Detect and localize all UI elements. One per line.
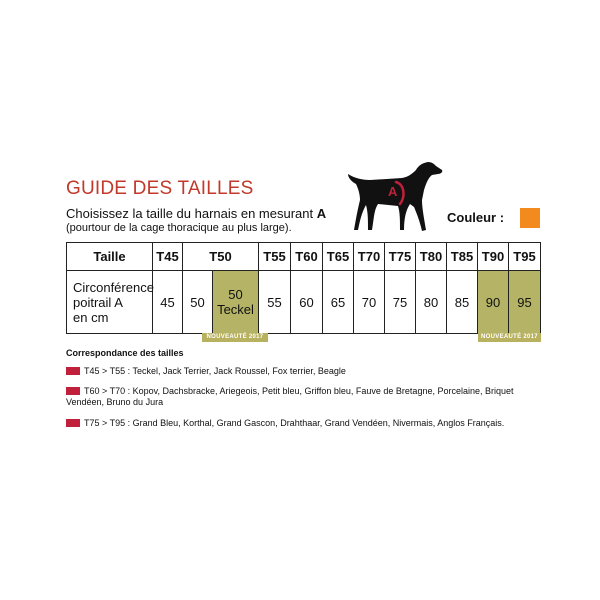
correspondance-text: T60 > T70 : Kopov, Dachsbracke, Ariegeois, Petit bleu, Griffon bleu, Fauve de Bretagne, Porcelaine, Briquet Vendéen, Bruno du Jura — [66, 386, 514, 407]
size-t80: T80 — [416, 243, 447, 271]
color-swatch-orange[interactable] — [520, 208, 540, 228]
size-t45: T45 — [153, 243, 183, 271]
size-t75: T75 — [385, 243, 416, 271]
size-t90: T90 — [478, 243, 509, 271]
value-50-teckel-number: 50 — [228, 287, 243, 302]
measure-marker-label: A — [388, 184, 398, 199]
correspondance-item — [66, 386, 536, 408]
dog-silhouette-icon — [344, 160, 444, 236]
size-table — [66, 242, 541, 334]
row-label-line: poitrail A — [73, 294, 123, 310]
size-t95: T95 — [509, 243, 541, 271]
instruction-line-1 — [66, 206, 326, 221]
correspondance-text: T45 > T55 : Teckel, Jack Terrier, Jack Roussel, Fox terrier, Beagle — [84, 366, 346, 376]
instruction-text: Choisissez la taille du harnais en mesurant — [66, 206, 317, 221]
value-75: 75 — [385, 271, 416, 334]
row-label-line: Circonférence — [73, 279, 154, 295]
value-45: 45 — [153, 271, 183, 334]
correspondance-title: Correspondance des tailles — [66, 348, 184, 358]
size-t60: T60 — [291, 243, 323, 271]
value-teckel-label: Teckel — [217, 302, 254, 317]
size-t65: T65 — [323, 243, 354, 271]
size-value-row — [67, 271, 541, 334]
row-label-line: en cm — [73, 309, 109, 325]
value-50-teckel — [213, 271, 259, 334]
row-label — [67, 271, 153, 334]
new-2017-tag: NOUVEAUTÉ 2017 — [478, 333, 541, 342]
value-60: 60 — [291, 271, 323, 334]
size-t85: T85 — [447, 243, 478, 271]
value-70: 70 — [354, 271, 385, 334]
value-55: 55 — [259, 271, 291, 334]
color-label: Couleur : — [447, 210, 505, 225]
size-t50: T50 — [183, 243, 259, 271]
correspondance-text: T75 > T95 : Grand Bleu, Korthal, Grand Gascon, Drahthaar, Grand Vendéen, Nivermais, Anglos Français. — [84, 418, 505, 428]
value-95: 95 — [509, 271, 541, 334]
instruction-bold: A — [316, 206, 327, 221]
page-title: GUIDE DES TAILLES — [66, 178, 254, 199]
red-square-icon — [66, 419, 80, 427]
value-90: 90 — [478, 271, 509, 334]
value-80: 80 — [416, 271, 447, 334]
size-t55: T55 — [259, 243, 291, 271]
new-2017-tag: NOUVEAUTÉ 2017 — [202, 333, 268, 342]
header-label: Taille — [67, 243, 153, 271]
correspondance-item — [66, 418, 536, 429]
red-square-icon — [66, 367, 80, 375]
size-header-row — [67, 243, 541, 271]
instruction-line-2: (pourtour de la cage thoracique au plus large). — [66, 222, 292, 234]
size-t70: T70 — [354, 243, 385, 271]
value-65: 65 — [323, 271, 354, 334]
red-square-icon — [66, 387, 80, 395]
value-85: 85 — [447, 271, 478, 334]
correspondance-item — [66, 366, 536, 377]
value-50: 50 — [183, 271, 213, 334]
